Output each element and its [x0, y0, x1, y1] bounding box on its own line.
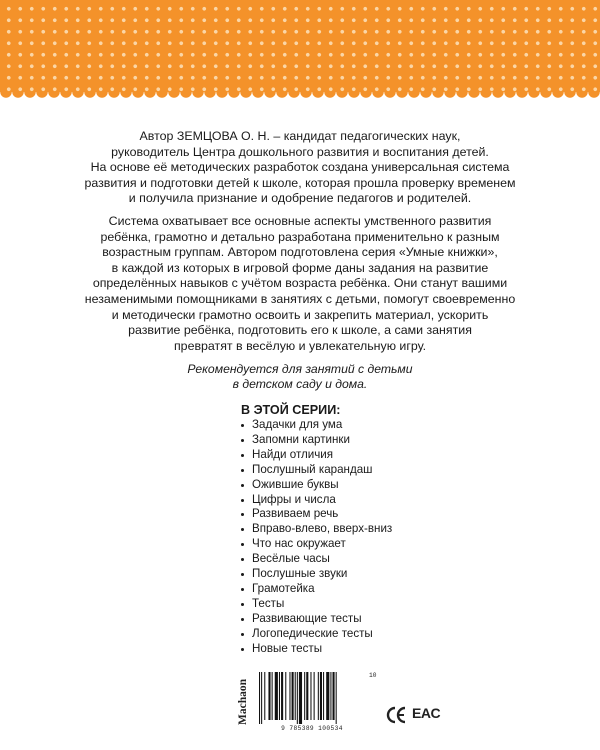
author-line: развития и подготовки детей к школе, которая прошла проверку временем [84, 175, 516, 190]
series-item: Весёлые часы [241, 552, 392, 567]
barcode-bar [326, 672, 329, 720]
barcode-bar [295, 672, 296, 720]
series-item: Логопедические тесты [241, 627, 392, 642]
series-item: Новые тесты [241, 642, 392, 657]
series-item: Тесты [241, 597, 392, 612]
system-line: превратят в весёлую и увлекательную игру. [173, 338, 427, 353]
barcode-bar [333, 672, 335, 720]
banner-scalloped-edge [0, 92, 600, 98]
barcode-bar [320, 672, 322, 720]
author-line: На основе её методических разработок создана универсальная система [90, 160, 510, 175]
barcode-bar [297, 672, 298, 724]
barcode-bar [306, 672, 308, 720]
barcode-bar [304, 672, 305, 720]
barcode-number: 9 785389 100534 [281, 725, 343, 732]
barcode [255, 672, 369, 734]
system-line: в каждой из которых в игровой форме даны задания на развитие [111, 260, 489, 275]
barcode-bar [289, 672, 290, 720]
author-line: и получила признание и одобрение педагогов и родителей. [128, 191, 472, 206]
eac-mark: EAC [412, 705, 441, 721]
barcode-bar [292, 672, 294, 720]
barcode-bar [279, 672, 280, 720]
series-item: Найди отличия [241, 448, 392, 463]
series-item: Развиваем речь [241, 507, 392, 522]
system-line: Система охватывает все основные аспекты умственного развития [108, 214, 492, 228]
publisher-logo [236, 670, 250, 734]
system-line: ребёнка, грамотно и детально разработана применительно к разным [100, 229, 500, 244]
author-line: Автор ЗЕМЦОВА О. Н. – кандидат педагогических наук, [139, 129, 461, 143]
barcode-bar [336, 672, 337, 724]
barcode-addon: 10 [369, 672, 377, 679]
publisher-name: Machaon [237, 679, 249, 725]
system-line: развитие ребёнка, подготовить его к школе, а сами занятия [128, 323, 472, 338]
series-item: Что нас окружает [241, 537, 392, 552]
recommendation-line: в детском саду и дома. [232, 376, 368, 391]
orange-dotted-banner [0, 0, 600, 92]
barcode-bar [281, 672, 283, 720]
author-paragraph [80, 129, 520, 207]
system-paragraph [80, 214, 520, 354]
system-line: возрастным группам. Автором подготовлена серия «Умные книжки», [102, 245, 498, 260]
barcode-bars-icon [255, 672, 369, 724]
series-item: Послушный карандаш [241, 463, 392, 478]
barcode-bar [272, 672, 273, 720]
series-item: Развивающие тесты [241, 612, 392, 627]
series-item: Запомни картинки [241, 433, 392, 448]
system-line: незаменимыми помощниками в занятиях с детьми, помогут своевременно [84, 291, 516, 306]
series-title: В ЭТОЙ СЕРИИ: [241, 403, 341, 417]
series-item: Задачки для ума [241, 418, 392, 433]
recommendation [80, 362, 520, 392]
series-item: Послушные звуки [241, 567, 392, 582]
recommendation-line: Рекомендуется для занятий с детьми [187, 362, 413, 376]
system-line: и методически грамотно освоить и закрепить материал, ускорить [111, 307, 489, 322]
system-line: определённых навыков с учётом возраста ребёнка. Они станут вашими [92, 276, 508, 291]
author-line: руководитель Центра дошкольного развития и воспитания детей. [111, 144, 489, 159]
ce-mark-icon [386, 705, 406, 725]
barcode-bar [275, 672, 278, 720]
barcode-bar [261, 672, 262, 724]
barcode-bar [330, 672, 331, 720]
series-item: Цифры и числа [241, 493, 392, 508]
barcode-bar [318, 672, 319, 720]
series-item: Ожившие буквы [241, 478, 392, 493]
series-item: Вправо-влево, вверх-вниз [241, 522, 392, 537]
barcode-bar [299, 672, 302, 724]
barcode-bar [285, 672, 286, 720]
barcode-bar [264, 672, 265, 720]
barcode-bar [323, 672, 324, 720]
series-list [241, 418, 392, 657]
barcode-bar [314, 672, 315, 720]
series-item: Грамотейка [241, 582, 392, 597]
barcode-bar [268, 672, 270, 720]
barcode-bar [310, 672, 311, 720]
barcode-bar [259, 672, 260, 724]
